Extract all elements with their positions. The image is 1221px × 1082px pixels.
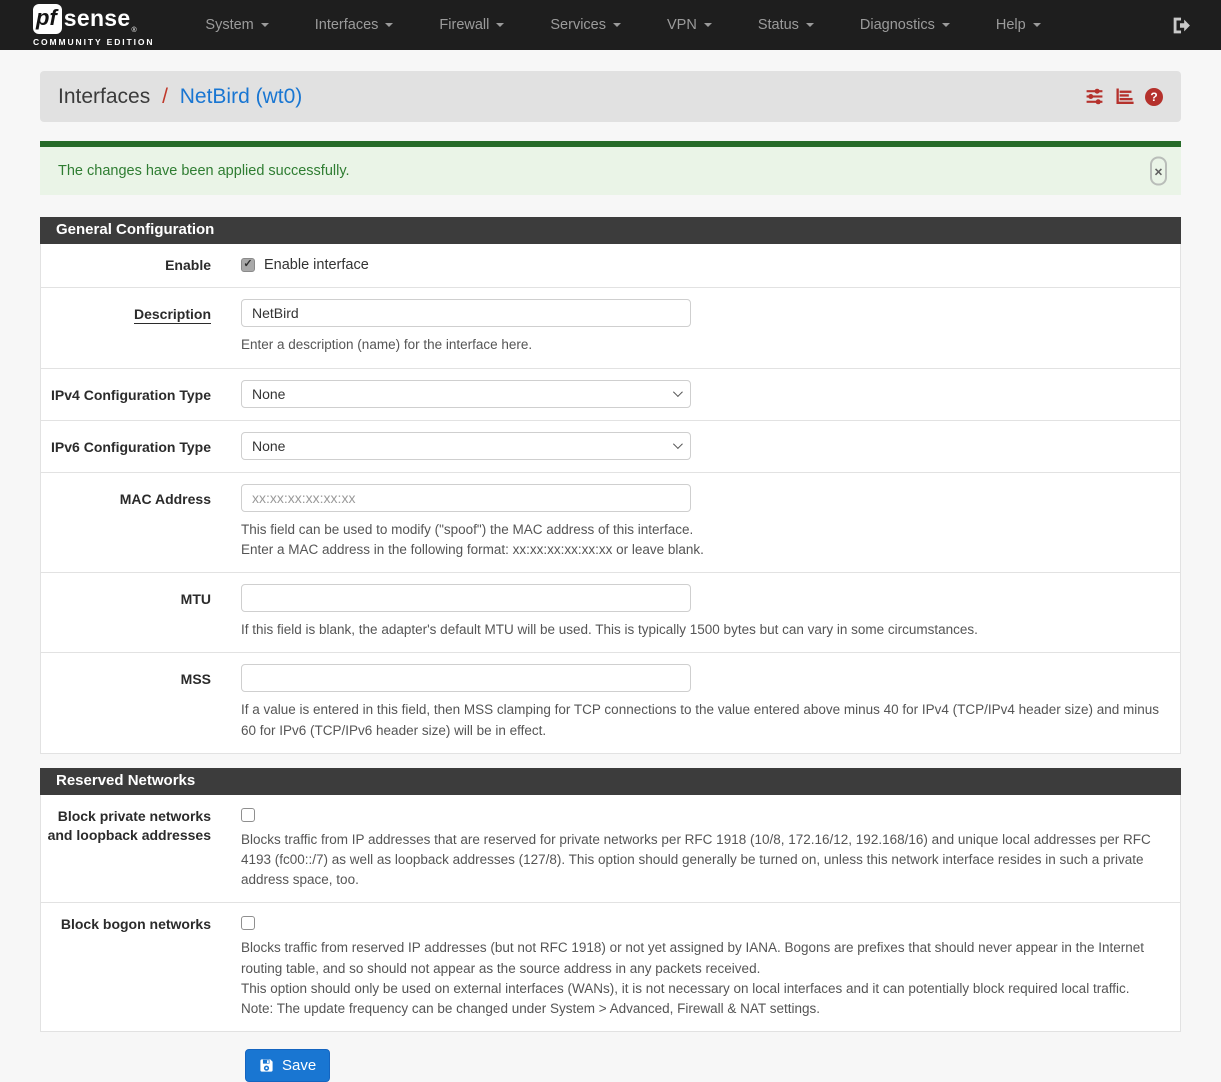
ipv4-config-type-select[interactable] [241,380,691,408]
close-icon[interactable]: × [1150,157,1167,186]
caret-down-icon [806,23,814,27]
enable-row [41,244,1180,289]
main-menu [182,0,1063,50]
breadcrumb-bar [40,71,1181,122]
question-icon[interactable]: ? [1145,88,1163,106]
page-title: NetBird (wt0) [179,84,303,108]
block-private-networks-row [41,795,1180,904]
mss-input[interactable] [241,664,691,692]
related-settings-button[interactable] [1085,87,1104,106]
nav-item-firewall[interactable]: Firewall [416,0,527,50]
enable-interface-label: Enable interface [264,256,369,273]
caret-down-icon [385,23,393,27]
alert-message: The changes have been applied successfully. [58,163,350,179]
block-bogon-networks-row [41,903,1180,1031]
general-configuration-panel [40,244,1181,754]
mss-row [41,653,1180,753]
chevron-down-icon [673,439,683,449]
description-row [41,288,1180,368]
chevron-down-icon [673,387,683,397]
caret-down-icon [1033,23,1041,27]
nav-item-help[interactable]: Help [973,0,1064,50]
reserved-networks-panel [40,795,1181,1033]
mac-address-row [41,473,1180,574]
form-actions [40,1049,1181,1082]
description-help: Enter a description (name) for the interface here. [241,337,533,353]
nav-item-interfaces[interactable]: Interfaces [292,0,417,50]
checkbox-unchecked-icon[interactable] [241,808,255,822]
caret-down-icon [261,23,269,27]
mtu-help: If this field is blank, the adapter's default MTU will be used. This is typically 1500 bytes but can vary in some circumstances. [241,622,978,638]
brand-name: sense [63,5,131,31]
mac-address-label: MAC Address [119,490,211,507]
save-button[interactable] [245,1049,330,1082]
general-configuration-section [40,217,1181,754]
ipv6-config-type-select[interactable] [241,432,691,460]
mac-address-input[interactable] [241,484,691,512]
caret-down-icon [942,23,950,27]
description-input[interactable] [241,299,691,327]
caret-down-icon [496,23,504,27]
block-bogon-networks-label: Block bogon networks [60,916,211,933]
section-header: Reserved Networks [40,768,1181,795]
brand-edition-label: COMMUNITY EDITION [33,36,155,47]
ipv4-config-type-row [41,369,1180,421]
reserved-networks-section [40,768,1181,1033]
status-logs-button[interactable] [1115,87,1134,106]
save-icon [259,1058,274,1073]
logout-button[interactable] [1170,15,1191,36]
caret-down-icon [613,23,621,27]
pf-logo-mark: pf [33,4,62,34]
ipv4-config-type-label: IPv4 Configuration Type [51,386,211,403]
mtu-input[interactable] [241,584,691,612]
bar-chart-icon [1115,87,1134,106]
nav-item-vpn[interactable]: VPN [644,0,735,50]
mtu-row [41,573,1180,653]
block-private-networks-label: Block private networks and loopback addresses [47,807,211,844]
sliders-icon [1085,87,1104,106]
block-bogon-networks-help: Blocks traffic from reserved IP addresses (but not RFC 1918) or not yet assigned by IANA. Bogons are prefixes that should never appear in the Internet routing table, and so should not appear as the source address in any packets received. This option should only be used on external interfaces (WANs), it is not necessary on local interfaces and it can potentially block required local traffic. Note: The update frequency can be changed under System > Advanced, Firewall & NAT settings. [241,940,1144,1017]
checkbox-checked-icon[interactable]: ✓ [241,258,255,272]
breadcrumb-separator: / [162,84,168,108]
breadcrumb-actions [1085,87,1163,106]
section-header: General Configuration [40,217,1181,244]
enable-interface-checkbox[interactable] [241,255,1170,273]
ipv6-config-type-label: IPv6 Configuration Type [51,438,211,455]
pfsense-logo[interactable] [33,4,154,47]
ipv4-selected-value: None [252,385,286,402]
nav-item-system[interactable]: System [182,0,291,50]
ipv6-selected-value: None [252,437,286,454]
block-bogon-networks-checkbox[interactable] [241,914,1170,930]
nav-item-status[interactable]: Status [735,0,837,50]
description-label: Description [133,306,211,323]
ipv6-config-type-row [41,421,1180,473]
caret-down-icon [704,23,712,27]
top-navbar [0,0,1221,50]
breadcrumb [58,85,302,109]
success-alert [40,141,1181,195]
mss-label: MSS [180,671,211,688]
mtu-label: MTU [180,591,211,608]
mac-address-help: This field can be used to modify ("spoof") the MAC address of this interface. Enter a MAC address in the following format: xx:xx:xx:xx:xx:xx or leave blank. [241,521,704,557]
sign-out-icon [1170,15,1191,36]
block-private-networks-help: Blocks traffic from IP addresses that are reserved for private networks per RFC 1918 (10/8, 172.16/12, 192.168/16) and unique local addresses per RFC 4193 (fc00::/7) as well as loopback addresses (127/8). This option should generally be turned on, unless this network interface resides in such a private address space, too. [241,831,1151,888]
breadcrumb-section: Interfaces [58,84,151,108]
checkbox-unchecked-icon[interactable] [241,916,255,930]
save-button-label: Save [282,1057,317,1075]
registered-mark: ® [131,26,137,34]
block-private-networks-checkbox[interactable] [241,806,1170,822]
nav-item-services[interactable]: Services [527,0,644,50]
mss-help: If a value is entered in this field, then MSS clamping for TCP connections to the value entered above minus 40 for IPv4 (TCP/IPv4 header size) and minus 60 for IPv6 (TCP/IPv6 header size) will be in effect. [241,702,1159,738]
nav-item-diagnostics[interactable]: Diagnostics [837,0,973,50]
enable-label: Enable [165,256,211,273]
